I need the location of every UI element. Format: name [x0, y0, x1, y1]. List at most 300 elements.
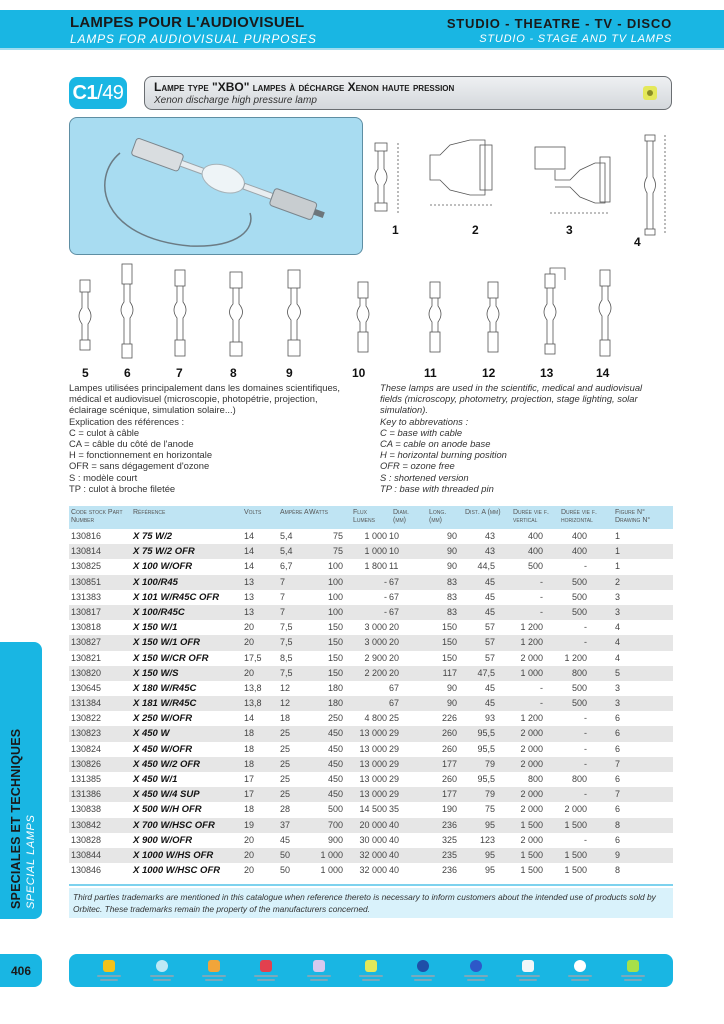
table-cell: 4 — [615, 637, 621, 648]
table-cell: 500 — [571, 576, 587, 587]
table-cell: 1 500 — [564, 865, 587, 876]
column-header: Flux Lumens — [353, 509, 375, 524]
table-cell: 2 000 — [520, 789, 543, 800]
header-title-en: LAMPS FOR AUDIOVISUAL PURPOSES — [70, 32, 317, 46]
table-cell: 28 — [280, 804, 291, 815]
table-cell: 29 — [389, 758, 400, 769]
legend-caption-line — [153, 979, 171, 981]
part-number-cell: 130824 — [71, 743, 102, 754]
table-cell: 75 — [332, 531, 343, 541]
pressure-icon — [522, 960, 534, 972]
reference-cell: X 181 W/R45C — [133, 698, 197, 710]
table-cell: 150 — [327, 622, 343, 633]
table-cell: - — [584, 561, 587, 572]
table-cell: 2 000 — [520, 728, 543, 739]
table-cell: 2 — [615, 576, 621, 587]
table-cell: 43 — [484, 546, 495, 557]
table-cell: 37 — [280, 819, 291, 830]
description-line: C = culot à câble — [69, 426, 140, 438]
table-cell: 400 — [571, 546, 587, 557]
european-standard-icon — [417, 960, 429, 972]
reference-cell: X 450 W — [133, 728, 170, 740]
table-cell: 6 — [615, 743, 621, 754]
column-header: Diam. (mm) — [393, 509, 409, 524]
table-cell: 8,5 — [280, 652, 293, 663]
figure-number: 7 — [176, 366, 183, 380]
part-number-cell: 131386 — [71, 789, 102, 800]
table-row — [69, 529, 673, 544]
legend-caption-line — [571, 979, 589, 981]
table-cell: 3 — [615, 591, 621, 602]
table-cell: 1 000 — [320, 849, 343, 860]
table-cell: 25 — [280, 728, 291, 739]
table-cell: 47,5 — [477, 667, 495, 678]
column-header: Volts — [244, 509, 262, 516]
table-cell: - — [584, 637, 587, 648]
table-cell: 236 — [441, 865, 457, 876]
table-header — [69, 506, 673, 529]
table-cell: 12 — [280, 698, 291, 709]
table-cell: 45 — [484, 591, 495, 602]
halogen-icon — [208, 960, 220, 972]
figure-number: 3 — [566, 223, 573, 237]
figure-number: 10 — [352, 366, 366, 380]
table-cell: 83 — [446, 606, 457, 617]
table-cell: 150 — [327, 652, 343, 663]
product-title-fr: Lampe type "XBO" lampes à décharge Xenon haute pression — [154, 80, 455, 94]
table-cell: 25 — [280, 774, 291, 784]
table-cell: 100 — [327, 576, 343, 587]
legend-caption-line — [519, 979, 537, 981]
table-cell: 32 000 — [359, 849, 387, 860]
table-cell: 2 000 — [520, 743, 543, 754]
table-cell: 800 — [571, 774, 587, 784]
footer-legend-item — [149, 960, 175, 981]
table-cell: 8 — [615, 865, 621, 876]
table-cell: - — [540, 682, 543, 693]
table-cell: 25 — [280, 743, 291, 754]
table-cell: 6 — [615, 713, 621, 724]
table-row — [69, 666, 673, 681]
table-row — [69, 711, 673, 726]
description-line: Lampes utilisées principalement dans les domaines scientifiques, — [69, 382, 340, 393]
table-cell: 14 — [244, 713, 255, 724]
norm-icon — [627, 960, 639, 972]
table-cell: 7,5 — [280, 667, 293, 678]
table-cell: 1 200 — [564, 652, 587, 663]
table-cell: 450 — [327, 743, 343, 754]
table-cell: 800 — [527, 774, 543, 784]
product-code-badge — [69, 77, 127, 109]
table-cell: 13 — [244, 591, 255, 602]
part-number-cell: 130851 — [71, 576, 102, 587]
table-cell: - — [384, 591, 387, 602]
reference-cell: X 1000 W/HS OFR — [133, 849, 214, 861]
table-cell: 14 — [244, 546, 255, 557]
legend-caption-line — [624, 979, 642, 981]
table-cell: 90 — [446, 561, 457, 572]
table-cell: - — [584, 789, 587, 800]
description-en — [380, 382, 685, 494]
table-cell: 93 — [484, 713, 495, 724]
header-category-en: STUDIO - STAGE AND TV LAMPS — [479, 33, 672, 45]
legend-caption-line — [516, 975, 540, 977]
part-number-cell: 131384 — [71, 698, 102, 709]
lamp-drawings-5-14 — [60, 262, 680, 362]
footer-legend-item — [201, 960, 227, 981]
product-code-prefix: C1 — [72, 81, 98, 104]
part-number-cell: 130820 — [71, 667, 102, 678]
figure-number: 4 — [634, 235, 641, 249]
table-cell: 13 000 — [359, 743, 387, 754]
column-header: Durée vie f. horizontal — [561, 509, 597, 524]
table-cell: - — [584, 728, 587, 739]
table-cell: 1 200 — [520, 713, 543, 724]
table-cell: 67 — [389, 606, 400, 617]
table-cell: 18 — [244, 804, 255, 815]
table-cell: 400 — [527, 546, 543, 557]
table-cell: 4 — [615, 652, 621, 663]
uv-stop-icon — [574, 960, 586, 972]
table-cell: 45 — [484, 576, 495, 587]
reference-cell: X 100 W/OFR — [133, 561, 193, 573]
table-cell: 40 — [389, 865, 400, 876]
table-cell: 7 — [280, 576, 286, 587]
column-header: Code stock Part Number — [71, 509, 123, 524]
part-number-cell: 130844 — [71, 849, 102, 860]
legend-caption-line — [257, 979, 275, 981]
table-cell: 6 — [615, 834, 621, 845]
table-cell: 6 — [615, 774, 621, 784]
legend-caption-line — [205, 979, 223, 981]
figure-number: 5 — [82, 366, 89, 380]
table-cell: 7 — [280, 606, 286, 617]
figure-number: 8 — [230, 366, 237, 380]
table-cell: 67 — [389, 698, 400, 709]
table-cell: 2 200 — [364, 667, 387, 678]
table-cell: 123 — [479, 834, 495, 845]
reference-cell: X 150 W/CR OFR — [133, 652, 209, 664]
legend-caption-line — [202, 975, 226, 977]
table-row — [69, 742, 673, 757]
column-header: Ampère A — [280, 509, 309, 516]
table-row — [69, 833, 673, 848]
table-cell: 2 000 — [520, 804, 543, 815]
legend-caption-line — [359, 975, 383, 977]
table-cell: 2 000 — [520, 652, 543, 663]
table-cell: 150 — [441, 622, 457, 633]
table-row — [69, 620, 673, 635]
product-title-en: Xenon discharge high pressure lamp — [154, 95, 317, 106]
table-cell: 235 — [441, 849, 457, 860]
table-cell: 17 — [244, 774, 255, 784]
table-row — [69, 559, 673, 574]
table-cell: 83 — [446, 576, 457, 587]
table-cell: 400 — [571, 531, 587, 541]
table-row — [69, 772, 673, 787]
table-cell: 150 — [441, 637, 457, 648]
footer-legend-item — [96, 960, 122, 981]
table-cell: 83 — [446, 591, 457, 602]
table-body — [69, 529, 673, 878]
packing-icon — [313, 960, 325, 972]
table-bottom-rule — [69, 884, 673, 886]
legend-caption-line — [411, 975, 435, 977]
column-header: Long. (mm) — [429, 509, 447, 524]
specs-table — [69, 506, 673, 878]
description-fr — [69, 382, 374, 494]
table-row — [69, 848, 673, 863]
legend-caption-line — [150, 975, 174, 977]
professional-stage-icon — [103, 960, 115, 972]
product-code-suffix: 49 — [102, 81, 124, 104]
american-standard-icon — [470, 960, 482, 972]
table-cell: 45 — [280, 834, 291, 845]
reference-cell: X 900 W/OFR — [133, 834, 193, 846]
footer-legend-item — [410, 960, 436, 981]
table-cell: 1 200 — [520, 637, 543, 648]
table-cell: 25 — [389, 713, 400, 724]
table-row — [69, 681, 673, 696]
reference-cell: X 75 W/2 OFR — [133, 546, 195, 558]
table-cell: 40 — [389, 834, 400, 845]
table-row — [69, 635, 673, 650]
table-cell: 20 000 — [359, 819, 387, 830]
table-cell: 260 — [441, 743, 457, 754]
table-cell: 1 — [615, 561, 621, 572]
description-line: médical et audiovisuel (microscopie, photopétrie, projection, — [69, 393, 318, 405]
table-cell: - — [584, 743, 587, 754]
description-line: OFR = sans dégagement d'ozone — [69, 460, 210, 472]
table-cell: - — [584, 834, 587, 845]
table-cell: 2 000 — [520, 758, 543, 769]
table-cell: 67 — [389, 591, 400, 602]
table-cell: 4 — [615, 622, 621, 633]
table-cell: 450 — [327, 758, 343, 769]
table-cell: 260 — [441, 774, 457, 784]
column-header: Figure N° Drawing N° — [615, 509, 651, 524]
table-cell: 250 — [327, 713, 343, 724]
table-cell: 14 — [244, 531, 255, 541]
table-cell: 40 — [389, 849, 400, 860]
table-cell: 29 — [389, 774, 400, 784]
compliant-product-icon — [643, 86, 657, 100]
table-cell: 100 — [327, 561, 343, 572]
figure-number: 6 — [124, 366, 131, 380]
table-cell: 18 — [244, 758, 255, 769]
page-number: 406 — [0, 954, 42, 987]
part-number-cell: 131383 — [71, 591, 102, 602]
description-line: These lamps are used in the scientific, medical and audiovisual — [380, 382, 643, 393]
sidebar-label-fr: SPECIALES ET TECHNIQUES — [9, 728, 23, 909]
table-cell: 95 — [484, 865, 495, 876]
reference-cell: X 450 W/2 OFR — [133, 758, 201, 770]
table-cell: 500 — [571, 591, 587, 602]
table-cell: 150 — [441, 652, 457, 663]
footer-legend-item — [306, 960, 332, 981]
table-cell: 177 — [441, 758, 457, 769]
table-cell: 25 — [280, 789, 291, 800]
table-cell: 2 000 — [520, 834, 543, 845]
footer-legend-item — [463, 960, 489, 981]
table-cell: 45 — [484, 682, 495, 693]
table-cell: 29 — [389, 789, 400, 800]
table-row — [69, 802, 673, 817]
description-line: H = fonctionnement en horizontale — [69, 449, 213, 461]
table-cell: 13 — [244, 606, 255, 617]
table-cell: 20 — [244, 637, 255, 648]
table-cell: 79 — [484, 789, 495, 800]
table-cell: - — [584, 758, 587, 769]
table-cell: - — [584, 713, 587, 724]
legend-caption-line — [621, 975, 645, 977]
table-cell: 50 — [280, 849, 291, 860]
description-line: S : shortened version — [380, 471, 469, 483]
table-cell: 75 — [332, 546, 343, 557]
part-number-cell: 130838 — [71, 804, 102, 815]
table-cell: 20 — [244, 849, 255, 860]
table-cell: - — [584, 622, 587, 633]
table-cell: - — [540, 576, 543, 587]
table-row — [69, 590, 673, 605]
figure-number: 13 — [540, 366, 554, 380]
legend-caption-line — [97, 975, 121, 977]
table-cell: 95,5 — [477, 728, 495, 739]
table-cell: 500 — [527, 561, 543, 572]
table-cell: 20 — [244, 865, 255, 876]
footer-legend-item — [358, 960, 384, 981]
table-cell: 13,8 — [244, 698, 262, 709]
table-cell: 450 — [327, 728, 343, 739]
reference-cell: X 250 W/OFR — [133, 713, 193, 725]
table-cell: 500 — [571, 606, 587, 617]
part-number-cell: 130814 — [71, 546, 102, 557]
table-cell: 90 — [446, 698, 457, 709]
column-header: Durée vie f. vertical — [513, 509, 549, 524]
table-cell: 25 — [280, 758, 291, 769]
table-cell: 10 — [389, 531, 400, 541]
reference-cell: X 100/R45 — [133, 576, 178, 588]
table-cell: - — [540, 591, 543, 602]
table-cell: 11 — [389, 561, 399, 572]
footer-legend-item — [515, 960, 541, 981]
column-header: Dist. A (mm) — [465, 509, 501, 516]
table-cell: 57 — [484, 652, 495, 663]
table-cell: 1 — [615, 531, 621, 541]
table-cell: 7 — [615, 789, 621, 800]
table-cell: 17,5 — [244, 652, 262, 663]
description-line: OFR = ozone free — [380, 460, 455, 472]
legend-caption-line — [307, 975, 331, 977]
table-cell: 13 000 — [359, 789, 387, 800]
table-cell: 18 — [244, 728, 255, 739]
header-category-fr: STUDIO - THEATRE - TV - DISCO — [446, 16, 672, 31]
legend-caption-line — [414, 979, 432, 981]
legend-caption-line — [467, 979, 485, 981]
table-cell: 6 — [615, 728, 621, 739]
product-code-slash: / — [97, 81, 103, 104]
table-cell: 5,4 — [280, 546, 293, 557]
lamp-drawings-1-4 — [370, 125, 680, 250]
table-cell: 9 — [615, 849, 621, 860]
table-cell: 7,5 — [280, 637, 293, 648]
reference-cell: X 1000 W/HSC OFR — [133, 865, 221, 877]
table-row — [69, 651, 673, 666]
table-row — [69, 696, 673, 711]
table-cell: - — [540, 698, 543, 709]
table-cell: 20 — [389, 637, 400, 648]
table-cell: 325 — [441, 834, 457, 845]
description-line: fields (microscopy, photometry, projection, stage lighting, solar — [380, 393, 638, 405]
legend-caption-line — [568, 975, 592, 977]
part-number-cell: 130822 — [71, 713, 102, 724]
part-number-cell: 130817 — [71, 606, 102, 617]
table-cell: 180 — [327, 698, 343, 709]
footer-legend-item — [620, 960, 646, 981]
table-cell: 100 — [327, 591, 343, 602]
table-cell: 30 000 — [359, 834, 387, 845]
table-cell: 13 000 — [359, 728, 387, 739]
table-cell: 3 — [615, 698, 621, 709]
drawings-top — [370, 125, 680, 250]
description-line: éclairage scénique, simulation solaire...) — [69, 404, 236, 416]
table-cell: 6,7 — [280, 561, 293, 572]
section-sidebar — [0, 642, 42, 919]
table-cell: 57 — [484, 637, 495, 648]
table-cell: 12 — [280, 682, 291, 693]
reference-cell: X 700 W/HSC OFR — [133, 819, 215, 831]
figure-number: 2 — [472, 223, 479, 237]
table-cell: 20 — [389, 622, 400, 633]
part-number-cell: 130846 — [71, 865, 102, 876]
table-row — [69, 863, 673, 878]
table-cell: 95,5 — [477, 743, 495, 754]
table-cell: - — [384, 606, 387, 617]
table-cell: 4 800 — [364, 713, 387, 724]
table-cell: 180 — [327, 682, 343, 693]
special-icon — [260, 960, 272, 972]
table-cell: 20 — [244, 622, 255, 633]
table-cell: 29 — [389, 728, 400, 739]
figure-number: 9 — [286, 366, 293, 380]
reference-cell: X 450 W/1 — [133, 774, 178, 785]
table-cell: 14 — [244, 561, 255, 572]
table-cell: 1 000 — [364, 531, 387, 541]
figure-number: 1 — [392, 223, 399, 237]
part-number-cell: 130842 — [71, 819, 102, 830]
header-title-fr: LAMPES POUR L'AUDIOVISUEL — [70, 14, 305, 31]
table-cell: 44,5 — [477, 561, 495, 572]
reference-cell: X 100/R45C — [133, 606, 185, 618]
lamp-shape-icon — [156, 960, 168, 972]
legend-caption-line — [310, 979, 328, 981]
page-header — [0, 10, 724, 50]
table-cell: 19 — [244, 819, 255, 830]
table-cell: 1 800 — [364, 561, 387, 572]
table-cell: 20 — [389, 667, 400, 678]
table-cell: 43 — [484, 531, 495, 541]
table-cell: 90 — [446, 682, 457, 693]
figure-number: 11 — [424, 366, 437, 380]
table-cell: 6 — [615, 804, 621, 815]
description-line: S : modèle court — [69, 471, 138, 483]
table-cell: 177 — [441, 789, 457, 800]
table-cell: 95 — [484, 849, 495, 860]
description-line: TP : culot à broche filetée — [69, 482, 176, 494]
table-cell: 40 — [389, 819, 400, 830]
description-line: Key to abbrevations : — [380, 415, 469, 427]
part-number-cell: 130826 — [71, 758, 102, 769]
